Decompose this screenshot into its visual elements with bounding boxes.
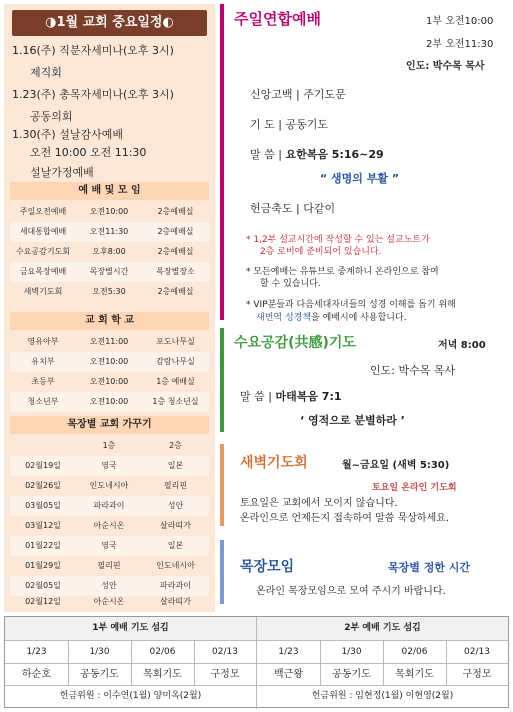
prayer-date: 02/13 — [464, 647, 490, 657]
table-row: 02월05일 성안 파라과이 — [10, 576, 209, 596]
sunday-note2b: 할 수 있습니다. — [260, 279, 321, 289]
cell-title: 목장모임 — [240, 559, 295, 575]
sunday-note1: * 1,2부 설교시간에 작성할 수 있는 설교노트가 — [246, 235, 430, 245]
prayer-date: 1/30 — [89, 647, 110, 657]
wednesday-sermon: ‘ 영적으로 분별하라 ’ — [300, 414, 405, 427]
prayer-date: 1/30 — [341, 647, 362, 657]
table-row: 금요목장예배 목장별시간 목장별장소 — [10, 262, 209, 282]
prayer-date: 02/13 — [212, 647, 238, 657]
sunday-sermon: “ 생명의 부활 ” — [320, 172, 400, 185]
sunday-time2: 2부 오전11:30 — [426, 39, 494, 50]
prayer-table — [4, 616, 509, 708]
table-row: 주일오전예배 오전10:00 2층예배실 — [19, 207, 194, 216]
sunday-line3: 말 씀 | 요한복음 5:16~29 — [250, 148, 384, 161]
event-line: 오전 10:00 오전 11:30 — [30, 146, 147, 159]
table-row: 03월05일 파라과이 성안 — [10, 496, 209, 516]
left-column — [4, 4, 215, 612]
event-line: 1.16(주) 직분자세미나(오후 3시) — [12, 44, 174, 57]
prayer-header-2: 2부 예배 기도 섬김 — [257, 617, 508, 640]
table-row: 1층 2층 — [102, 441, 182, 450]
prayer-name: 백근왕 — [274, 669, 303, 680]
cell-time: 목장별 정한 시간 — [388, 561, 471, 574]
sunday-note3-line2: 새번역 성경책을 예배시에 사용합니다. — [256, 313, 407, 323]
table-row: 영유아부 오전11:00 포도나무실 — [27, 337, 195, 346]
prayer-name: 목회기도 — [395, 669, 434, 680]
dawn-title: 새벽기도회 — [240, 455, 308, 471]
prayer-name: 구정모 — [462, 669, 492, 680]
table-row: 02월12일 아순시온 살라띠가 — [25, 597, 191, 606]
prayer-header-1: 1부 예배 기도 섬김 — [5, 617, 256, 640]
wednesday-title: 수요공감(共感)기도 — [234, 335, 356, 351]
prayer-name: 하순호 — [22, 669, 51, 680]
sunday-line4: 헌금축도 | 다같이 — [250, 202, 336, 215]
cell-bar — [220, 540, 224, 604]
table-row: 02월19일 영국 일본 — [10, 456, 209, 476]
sunday-speaker: 인도: 박수목 목사 — [406, 61, 485, 72]
table-row: 새벽기도회 오전5:30 2층예배실 — [23, 287, 194, 296]
dawn-text2: 온라인으로 언제든지 접속하여 말씀 묵상하세요. — [240, 513, 450, 524]
offering-committee-1: 헌금위원 : 이수연(1월) 양미옥(2월) — [59, 691, 202, 701]
event-line: 1.30(주) 설날감사예배 — [12, 128, 123, 141]
wednesday-speaker: 인도: 박수목 목사 — [370, 364, 456, 377]
prayer-name: 구정모 — [210, 669, 240, 680]
dawn-text1: 토요일은 교회에서 모이지 않습니다. — [240, 498, 398, 509]
dawn-time: 월~금요일 (새벽 5:30) — [342, 460, 450, 471]
sunday-note3: * VIP분들과 다음세대자녀들의 성경 이해를 돕기 위해 — [246, 300, 456, 310]
sunday-time1: 1부 오전10:00 — [426, 16, 494, 27]
table-row: 초등부 오전10:00 1층 예배실 — [31, 377, 195, 386]
wednesday-time: 저녁 8:00 — [438, 340, 486, 351]
event-line: 공동의회 — [30, 110, 73, 123]
prayer-date: 1/23 — [26, 647, 47, 657]
sunday-note1b: 2층 로비에 준비되어 있습니다. — [260, 247, 382, 257]
wednesday-line1: 말 씀 | 마태복음 7:1 — [240, 390, 342, 403]
visits-header: 목장별 교회 가꾸기 — [10, 416, 209, 434]
table-row: 01월29일 필리핀 인도네시아 — [25, 561, 195, 570]
prayer-date: 1/23 — [278, 647, 299, 657]
table-row: 청소년부 오전10:00 1층 청소년실 — [10, 392, 209, 412]
school-header: 교 회 학 교 — [10, 312, 209, 330]
prayer-date: 02/06 — [149, 647, 176, 657]
table-row: 세대통합예배 오전11:30 2층예배실 — [10, 222, 209, 242]
wednesday-bar — [220, 328, 224, 432]
event-line: 제직회 — [30, 66, 62, 79]
sunday-line1: 신앙고백 | 주기도문 — [250, 88, 346, 101]
offering-committee-2: 헌금위원 : 임현정(1월) 이현영(2월) — [311, 691, 454, 701]
dawn-bar — [220, 444, 224, 526]
cell-text: 온라인 목장모임으로 모여 주시기 바랍니다. — [256, 586, 446, 597]
worship-header: 예 배 및 모 임 — [10, 182, 209, 200]
dawn-online: 토요일 온라인 기도회 — [372, 483, 457, 493]
table-row: 유치부 오전10:00 감람나무실 — [10, 352, 209, 372]
prayer-name: 공동기도 — [80, 669, 119, 680]
event-line: 설날가정예배 — [30, 166, 94, 179]
event-line: 1.23(주) 총목자세미나(오후 3시) — [12, 88, 174, 101]
prayer-name: 공동기도 — [332, 669, 371, 680]
table-row: 수요공감기도회 오후8:00 2층예배실 — [15, 247, 194, 256]
table-row: 03월12일 아순시온 살라띠가 — [25, 521, 191, 530]
sunday-line2: 기 도 | 공동기도 — [250, 118, 328, 131]
table-row: 01월22일 영국 일본 — [10, 536, 209, 556]
table-row: 02월26일 인도네시아 필리핀 — [25, 481, 188, 490]
events-title: ◑1월 교회 중요일정◐ — [12, 10, 207, 36]
prayer-date: 02/06 — [401, 647, 428, 657]
sunday-note2: * 모든예배는 유튜브로 중계하니 온라인으로 참여 — [246, 267, 439, 277]
sunday-bar — [220, 4, 224, 320]
prayer-name: 목회기도 — [143, 669, 182, 680]
sunday-title: 주일연합예배 — [234, 10, 321, 28]
